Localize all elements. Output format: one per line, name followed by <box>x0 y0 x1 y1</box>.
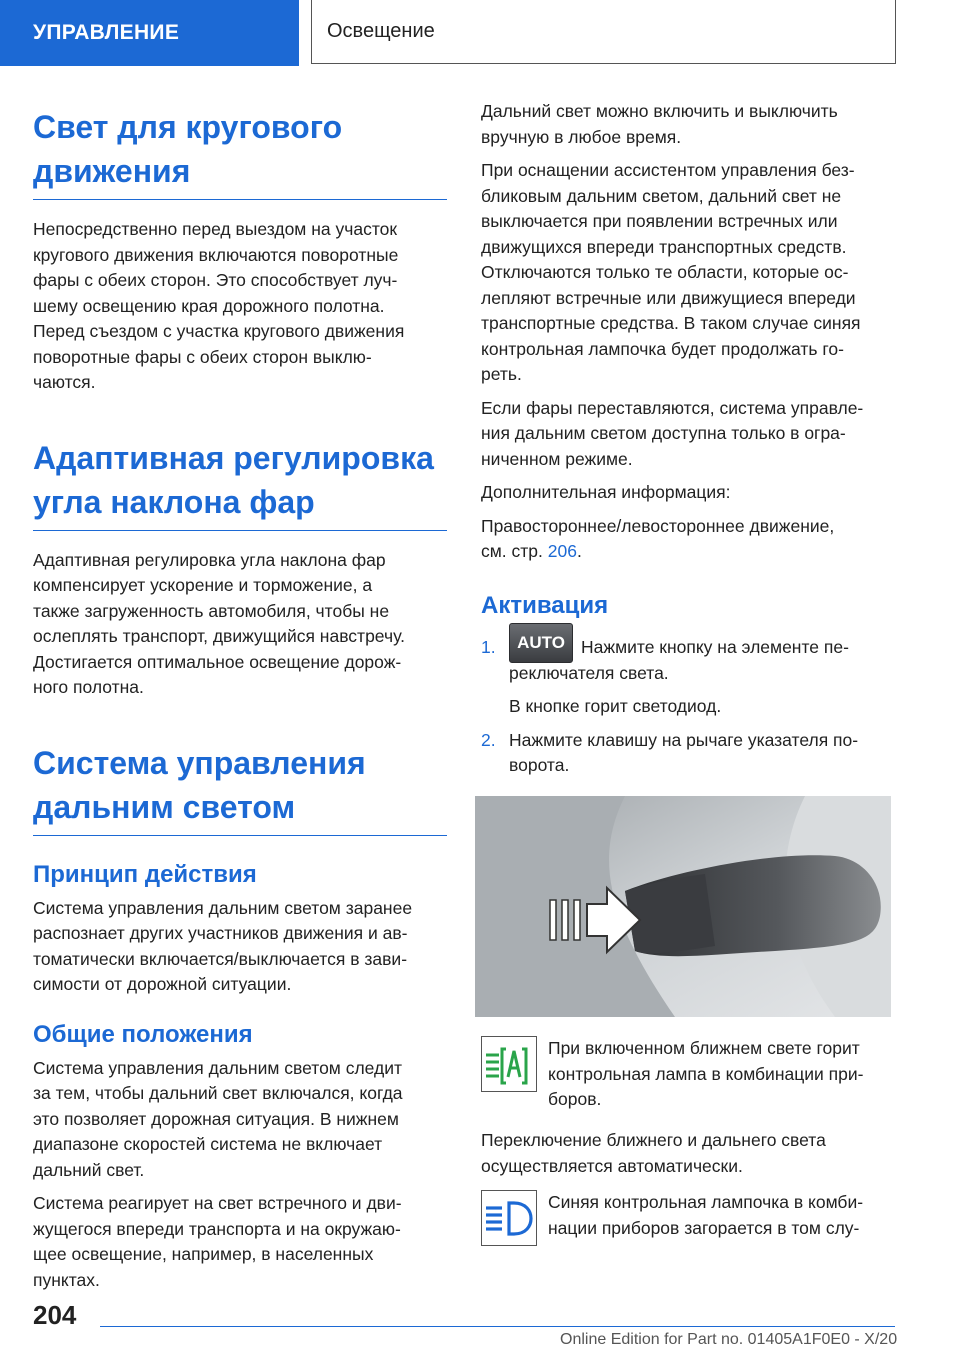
text-line: фары с обеих сторон. Это способствует луч- <box>33 270 398 290</box>
auto-switch-text <box>481 1128 891 1179</box>
text-line: лепляют встречные или движущиеся впереди <box>481 287 856 308</box>
text-line: В кнопке горит светодиод. <box>509 696 722 716</box>
heading-rule <box>33 199 447 200</box>
text-line: Дальний свет можно включить и выключить <box>481 101 838 121</box>
text-line: реключателя света. <box>509 662 669 683</box>
high-beam-icon <box>481 1190 537 1246</box>
text-line: Система управления дальним светом следит <box>33 1057 403 1078</box>
step-text: Нажмите кнопку на элементе пе- <box>581 636 849 657</box>
text-line: Переключение ближнего и дальнего света <box>481 1130 826 1150</box>
general-text-1 <box>33 1056 447 1184</box>
text-line: Система реагирует на свет встречного и дви- <box>33 1193 402 1213</box>
low-beam-indicator-row <box>481 1036 891 1113</box>
heading-highbeam <box>33 741 447 829</box>
text-line: жущегося впереди транспорта и на окружаю- <box>33 1218 401 1239</box>
text-line: Нажмите клавишу на рычаге указателя по- <box>509 729 859 750</box>
adaptive-text <box>33 548 447 701</box>
low-beam-indicator-text <box>548 1036 891 1113</box>
subheading-activation: Активация <box>481 591 609 619</box>
text-line: вручную в любое время. <box>481 126 682 147</box>
page-link-206[interactable]: 206 <box>547 541 577 561</box>
heading-line: угла наклона фар <box>33 483 315 520</box>
text-line: Отключаются только те области, которые ос- <box>481 262 849 282</box>
text-line: компенсирует ускорение и торможение, а <box>33 575 373 595</box>
traffic-side-ref <box>481 514 891 565</box>
text-line: шему освещению края дорожного полотна. <box>33 295 385 316</box>
manual-text <box>481 99 891 150</box>
text-line: распознает других участников движения и ав- <box>33 923 408 943</box>
footer-rule <box>100 1326 895 1327</box>
page-number: 204 <box>33 1300 77 1330</box>
section-highbeam <box>33 741 447 1294</box>
heading-adaptive <box>33 436 447 524</box>
heading-line: Свет для кругового <box>33 109 343 145</box>
text-line: движущихся впереди транспортных средств. <box>481 236 847 257</box>
roundabout-text <box>33 217 447 396</box>
text-line: кругового движения включаются поворотные <box>33 244 399 265</box>
section-adaptive <box>33 436 447 701</box>
heading-roundabout <box>33 105 447 193</box>
high-beam-indicator-text <box>548 1190 891 1241</box>
text-line: это позволяет дорожная ситуация. В нижнем <box>33 1108 399 1129</box>
text-line: томатически включается/выключается в зави- <box>33 948 408 969</box>
subheading-general: Общие положения <box>33 1020 253 1048</box>
heading-line: дальним светом <box>33 788 296 825</box>
step-1 <box>481 632 891 720</box>
text-line: Если фары переставляются, система управле- <box>481 397 864 418</box>
low-beam-assist-icon <box>481 1036 537 1092</box>
step-number: 1. <box>481 636 496 657</box>
text-line: боров. <box>548 1089 602 1109</box>
text-line: Перед съездом с участка кругового движения <box>33 321 405 341</box>
text-line: Правостороннее/левостороннее движение, <box>481 515 835 536</box>
text-line: реть. <box>481 364 522 384</box>
text-line: При оснащении ассистентом управления без- <box>481 160 855 180</box>
text-line: поворотные фары с обеих сторон выклю- <box>33 346 372 367</box>
left-column <box>33 105 447 1293</box>
chapter-tab[interactable]: Освещение <box>311 0 896 64</box>
text-line: нации приборов загорается в том слу- <box>548 1217 860 1238</box>
section-roundabout <box>33 105 447 396</box>
text-line: бликовым дальним светом, дальний свет не <box>481 185 842 206</box>
right-column <box>481 99 891 779</box>
ref-prefix: см. стр. <box>481 541 548 561</box>
text-line: чаются. <box>33 372 96 392</box>
text-line: Синяя контрольная лампочка в комби- <box>548 1192 864 1212</box>
text-line: Непосредственно перед выездом на участок <box>33 219 398 239</box>
step-2 <box>481 728 891 779</box>
principle-text <box>33 896 447 998</box>
high-beam-indicator-row <box>481 1190 891 1241</box>
text-line <box>509 623 891 657</box>
lever-illustration-svg <box>475 796 891 1017</box>
text-line: ния дальним светом доступна только в огра- <box>481 423 846 443</box>
high-beam-icon-svg <box>482 1191 536 1245</box>
text-line: контрольная лампочка будет продолжать го- <box>481 338 844 359</box>
text-line: щее освещение, например, в населенных <box>33 1244 374 1264</box>
text-line: ворота. <box>509 755 570 775</box>
text-line: пунктах. <box>33 1269 100 1290</box>
text-line: Система управления дальним светом заранее <box>33 897 413 918</box>
adjust-text <box>481 396 891 473</box>
text-line: При включенном ближнем свете горит <box>548 1038 860 1058</box>
general-text-2 <box>33 1191 447 1293</box>
text-line: симости от дорожной ситуации. <box>33 974 292 994</box>
text-line <box>481 539 891 565</box>
lever-illustration <box>475 796 891 1017</box>
text-line: контрольная лампа в комбинации при- <box>548 1063 864 1084</box>
low-beam-assist-icon-svg <box>482 1037 536 1091</box>
text-line: ослеплять транспорт, движущийся навстречу. <box>33 626 405 646</box>
edition-text: Online Edition for Part no. 01405A1F0E0 - X/20 <box>560 1331 898 1348</box>
auto-button-icon: AUTO <box>509 623 573 663</box>
text-line: осуществляется автоматически. <box>481 1155 743 1176</box>
heading-line: Адаптивная регулировка <box>33 439 434 476</box>
step-number: 2. <box>481 729 496 750</box>
ref-end: . <box>576 541 582 561</box>
more-info-label: Дополнительная информация: <box>481 482 731 502</box>
glarefree-text <box>481 158 891 388</box>
text-line: Достигается оптимальное освещение дорож- <box>33 651 402 672</box>
text-line: за тем, чтобы дальний свет включался, когда <box>33 1083 403 1103</box>
text-line: дальний свет. <box>33 1159 145 1180</box>
heading-line: Система управления <box>33 744 366 781</box>
text-line: ного полотна. <box>33 677 144 697</box>
text-line: Адаптивная регулировка угла наклона фар <box>33 549 386 570</box>
text-line: также загруженность автомобиля, чтобы не <box>33 600 390 621</box>
text-line: транспортные средства. В таком случае синяя <box>481 313 861 333</box>
text-line: диапазоне скоростей система не включает <box>33 1134 383 1154</box>
section-tab[interactable]: УПРАВЛЕНИЕ <box>0 0 299 66</box>
heading-rule <box>33 835 447 836</box>
heading-line: движения <box>33 153 191 189</box>
text-line: выключается при появлении встречных или <box>481 211 838 231</box>
heading-rule <box>33 530 447 531</box>
subheading-principle: Принцип действия <box>33 860 257 888</box>
text-line: ниченном режиме. <box>481 448 633 469</box>
